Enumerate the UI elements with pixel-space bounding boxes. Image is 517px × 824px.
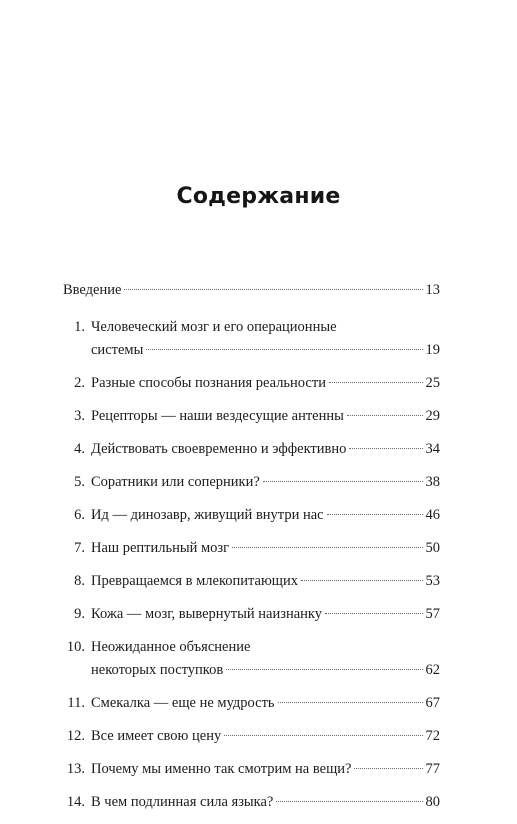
toc-page-number: 80 (425, 794, 440, 810)
toc-page-number: 62 (425, 662, 440, 678)
toc-entry-label: Наш рептильный мозг (91, 540, 230, 556)
dot-leader (329, 382, 423, 383)
toc-entry-label: Превращаемся в млекопитающих (91, 573, 298, 589)
toc-entry-label: Ид — динозавр, живущий внутри нас (91, 507, 324, 523)
dot-leader (349, 448, 422, 449)
toc-page-number: 29 (425, 408, 440, 424)
toc-entry-label: В чем подлинная сила языка? (91, 794, 274, 810)
toc-entry-label: Действовать своевременно и эффективно (91, 441, 347, 457)
toc-chapter-number: 6. (74, 507, 85, 523)
toc-entry-6 (63, 504, 440, 527)
toc-page-number: 38 (425, 474, 440, 490)
toc-entry-label: Разные способы познания реальности (91, 375, 326, 391)
toc-page-number: 72 (425, 728, 440, 744)
toc-chapter-number: 7. (74, 540, 85, 556)
toc-entry-label: Рецепторы — наши вездесущие антенны (91, 408, 344, 424)
toc-chapter-number: 2. (74, 375, 85, 391)
toc-chapter-number: 14. (66, 794, 85, 810)
toc-chapter-number: 3. (74, 408, 85, 424)
dot-leader (347, 415, 423, 416)
toc-chapter-number: 12. (66, 728, 85, 744)
dot-leader (124, 289, 422, 290)
toc-entry-label: Кожа — мозг, вывернутый наизнанку (91, 606, 322, 622)
toc-entry-label: Почему мы именно так смотрим на вещи? (91, 761, 352, 777)
toc-entry-5 (63, 471, 440, 494)
dot-leader (276, 801, 422, 802)
toc-page-number: 50 (425, 540, 440, 556)
toc-entry-14 (63, 791, 440, 814)
toc-page-number: 13 (425, 282, 440, 298)
toc-chapter-number: 9. (74, 606, 85, 622)
toc-entry-2 (63, 372, 440, 395)
toc-chapter-number: 5. (74, 474, 85, 490)
page-title: Содержание (176, 184, 341, 209)
dot-leader (146, 349, 422, 350)
toc-page-number: 77 (425, 761, 440, 777)
toc-page-number: 53 (425, 573, 440, 589)
dot-leader (278, 702, 423, 703)
toc-entry-label: Смекалка — еще не мудрость (91, 695, 275, 711)
table-of-contents (63, 279, 440, 824)
dot-leader (354, 768, 422, 769)
dot-leader (226, 669, 422, 670)
dot-leader (301, 580, 423, 581)
toc-chapter-number: 4. (74, 441, 85, 457)
toc-entry-4 (63, 438, 440, 461)
toc-entry-label-cont: системы (91, 342, 144, 358)
toc-chapter-number: 13. (66, 761, 85, 777)
toc-entry-label: Все имеет свою цену (91, 728, 222, 744)
dot-leader (232, 547, 422, 548)
toc-entry-10 (63, 636, 440, 682)
toc-entry-label: Соратники или соперники? (91, 474, 260, 490)
toc-entry-1 (63, 316, 440, 362)
dot-leader (263, 481, 423, 482)
toc-entry-11 (63, 692, 440, 715)
dot-leader (224, 735, 422, 736)
toc-entry-label-cont: некоторых поступков (91, 662, 224, 678)
dot-leader (327, 514, 423, 515)
toc-page-number: 67 (425, 695, 440, 711)
toc-entry-9 (63, 603, 440, 626)
toc-chapter-number: 8. (74, 573, 85, 589)
toc-entry-12 (63, 725, 440, 748)
toc-entry-13 (63, 758, 440, 781)
toc-page-number: 34 (425, 441, 440, 457)
toc-chapter-number: 11. (67, 695, 85, 711)
toc-entry-label: Человеческий мозг и его операционные (91, 319, 337, 335)
toc-entry-intro (63, 279, 440, 302)
toc-entry-3 (63, 405, 440, 428)
toc-page-number: 19 (425, 342, 440, 358)
toc-entry-label: Неожиданное объяснение (91, 639, 251, 655)
toc-entry-7 (63, 537, 440, 560)
toc-page-number: 25 (425, 375, 440, 391)
toc-chapter-number: 1. (74, 319, 85, 335)
dot-leader (325, 613, 423, 614)
toc-page-number: 57 (425, 606, 440, 622)
toc-page-number: 46 (425, 507, 440, 523)
toc-entry-8 (63, 570, 440, 593)
toc-entry-label: Введение (63, 282, 122, 298)
toc-chapter-number: 10. (66, 639, 85, 655)
